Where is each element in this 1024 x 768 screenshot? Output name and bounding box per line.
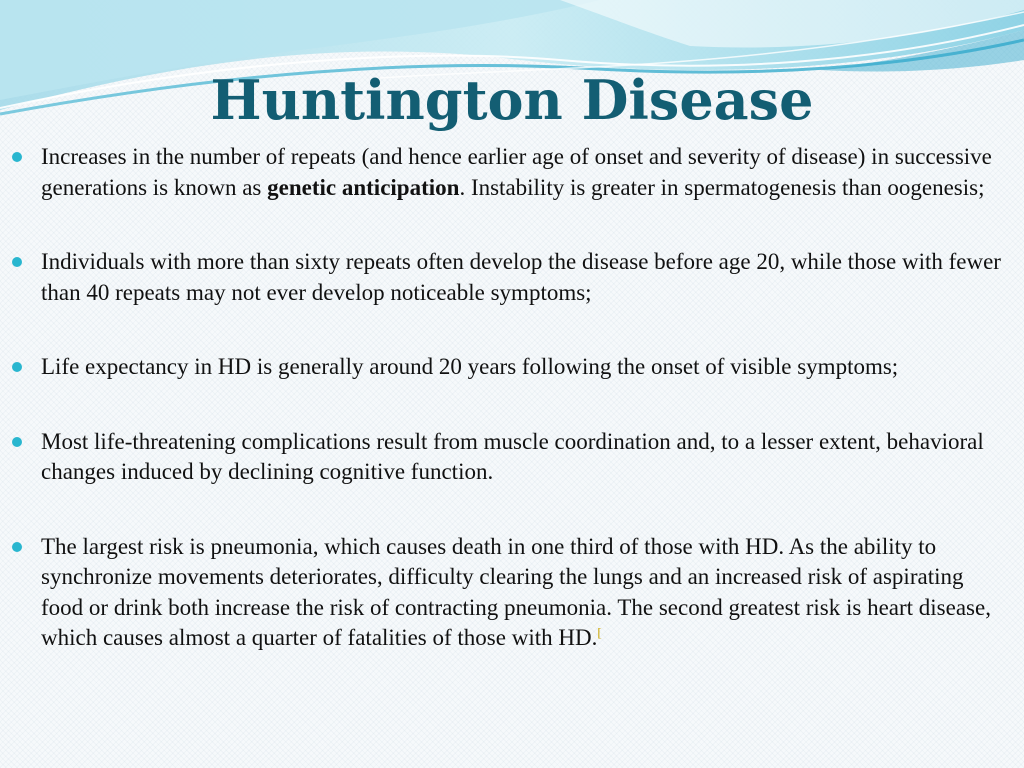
bullet-text: Most life-threatening complications result from muscle coordination and, to a lesser extent, behavioral changes induced by declining cognitive function. [41, 428, 984, 484]
bullet-item [12, 142, 1008, 203]
bullet-text: The largest risk is pneumonia, which causes death in one third of those with HD. As the ability to synchronize movements deteriorates, difficulty clearing the lungs and an increased risk of aspirating food or drink both increase the risk of contracting pneumonia. The second greatest risk is heart disease, which causes almost a quarter of fatalities of those with HD. [41, 533, 991, 650]
bullet-dot-icon [12, 437, 22, 447]
bullet-dot-icon [12, 257, 22, 267]
bullet-item [12, 532, 1008, 654]
bullet-text: Individuals with more than sixty repeats often develop the disease before age 20, while those with fewer than 40 repeats may not ever develop noticeable symptoms; [41, 249, 1001, 305]
bullet-text-part: . Instability is greater in spermatogenesis than oogenesis; [459, 174, 985, 200]
bullet-dot-icon [12, 362, 22, 372]
bullet-text: Life expectancy in HD is generally around 20 years following the onset of visible symptoms; [41, 354, 899, 379]
slide-title: Huntington Disease [210, 68, 814, 132]
bullet-dot-icon [12, 152, 22, 162]
bullet-bold-term: genetic anticipation [267, 174, 460, 200]
bullet-item [12, 247, 1008, 308]
bullet-text-part: Increases in the number of repeats (and hence earlier age of onset and severity of disease) in successive generations is known as [41, 144, 992, 200]
bullet-item [12, 352, 1008, 383]
bullet-dot-icon [12, 542, 22, 552]
bullet-item [12, 427, 1008, 488]
bullet-list [12, 142, 1008, 698]
reference-link[interactable]: [ [597, 624, 602, 640]
